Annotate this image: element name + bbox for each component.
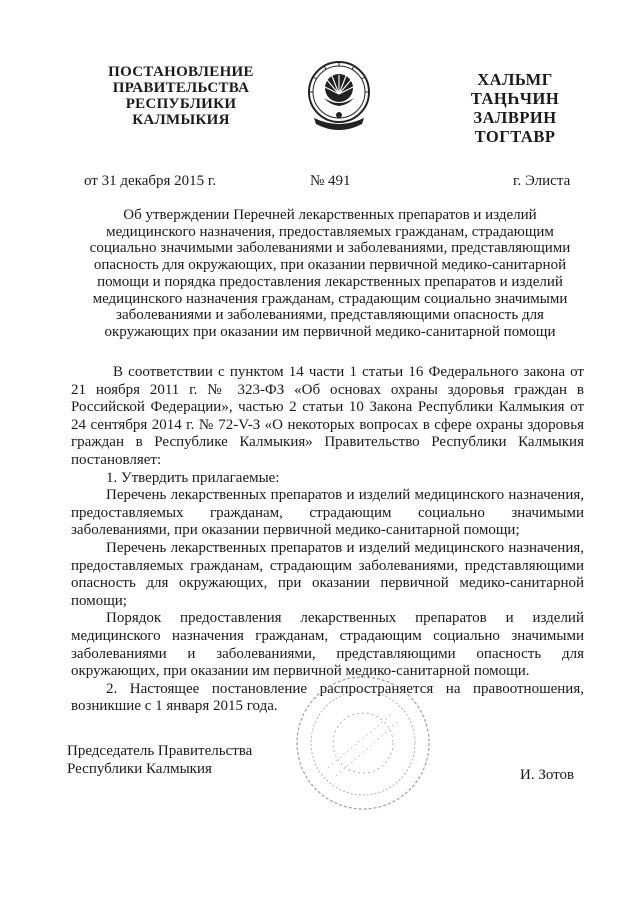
document-date: от 31 декабря 2015 г. (84, 173, 217, 189)
document-title: Об утверждении Перечней лекарственных препаратов и изделий медицинского назначения, предоставляемых гражданам, страдающим социально значимыми заболеваниями и заболеваниями, представляющими опасность для окружающих, при оказании первичной медико-санитарной помощи и порядка предоставления лекарственных препаратов и изделий медицинского назначения гражданам, страдающим социально значимыми заболеваниями и заболеваниями, представляющими опасность для окружающих при оказании им первичной медико-санитарной помощи (89, 207, 571, 340)
kalmykia-coat-of-arms-icon (304, 58, 374, 136)
approved-list-item: Перечень лекарственных препаратов и изделий медицинского назначения, предоставляемых гражданам, страдающим социально значимыми заболеваниями, при оказании первичной медико-санитарной помощи; (71, 487, 584, 539)
signatory-position (67, 742, 252, 778)
document-city: г. Элиста (513, 173, 571, 189)
document-body (71, 364, 584, 716)
preamble-paragraph: В соответствии с пунктом 14 части 1 статьи 16 Федерального закона от 21 ноября 2011 г. № 323-ФЗ «Об основах охраны здоровья граждан в Российской Федерации», частью 2 статьи 10 Закона Республики Калмыкия от 24 сентября 2014 г. № 72-V-З «О некоторых вопросах в сфере охраны здоровья граждан в Республике Калмыкия» Правительство Республики Калмыкия постановляет: (71, 364, 584, 468)
official-stamp-icon (288, 668, 438, 818)
header-right-title (450, 70, 580, 146)
clause-2: 2. Настоящее постановление распространяется на правоотношения, возникшие с 1 января 2015 года. (71, 680, 584, 715)
header-left-line: ПРАВИТЕЛЬСТВА (112, 80, 250, 96)
header-right-line: ТАҢҺЧИН (470, 89, 560, 108)
header-left-line: ПОСТАНОВЛЕНИЕ (108, 64, 254, 80)
header-right-line: ТОГТАВР (474, 127, 556, 146)
header-left-title (92, 64, 270, 128)
clause-1: 1. Утвердить прилагаемые: (106, 469, 280, 486)
signatory-position-line: Республики Калмыкия (67, 761, 212, 777)
header-left-line: РЕСПУБЛИКИ (125, 96, 237, 112)
approved-list-item: Перечень лекарственных препаратов и изделий медицинского назначения, предоставляемых гражданам, страдающим заболеваниями, представляющими опасность для окружающих, при оказании первичной медико-санитарной помощи; (71, 539, 584, 609)
header-right-line: ХАЛЬМГ (477, 70, 553, 89)
document-number: № 491 (310, 173, 351, 189)
signatory-name: И. Зотов (520, 767, 575, 783)
approved-list-item: Порядок предоставления лекарственных препаратов и изделий медицинского назначения гражданам, страдающим социально значимыми заболеваниями и заболеваниями, представляющими опасность для окружающих, при оказании им первичной медико-санитарной помощи. (71, 610, 584, 680)
header-right-line: ЗАЛВРИН (473, 108, 557, 127)
header-left-line: КАЛМЫКИЯ (132, 112, 230, 128)
signatory-position-line: Председатель Правительства (67, 743, 253, 759)
